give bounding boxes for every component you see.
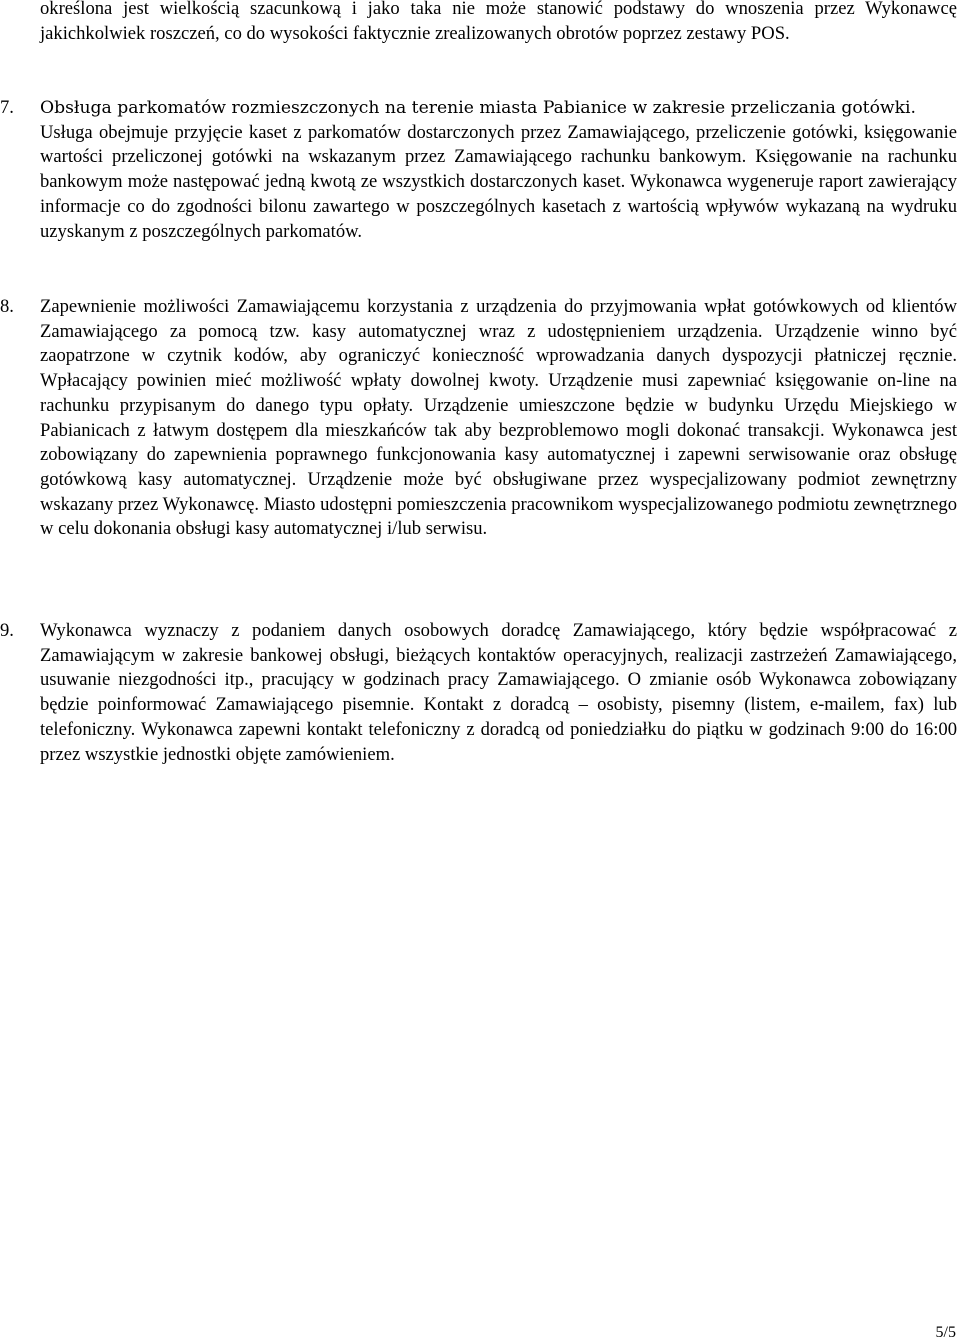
- list-item-body: Wykonawca wyznaczy z podaniem danych osobowych doradcę Zamawiającego, który będzie współpracować z Zamawiającym w zakresie bankowej obsługi, bieżących kontaktów operacyjnych, realizacji zastrzeżeń Zamawiającego, usuwanie niezgodności itp., pracujący w godzinach pracy Zamawiającego. O zmianie osób Wykonawca zobowiązany będzie poinformować Zamawiającego pisemnie. Kontakt z doradcą – osobisty, pisemny (listem, e-mailem, fax) lub telefoniczny. Wykonawca zapewni kontakt telefoniczny z doradcą od poniedziałku do piątku w godzinach 9:00 do 16:00 przez wszystkie jednostki objęte zamówieniem.: [40, 620, 957, 765]
- intro-paragraph: określona jest wielkością szacunkową i jako taka nie może stanowić podstawy do wnoszenia przez Wykonawcę jakichkolwiek roszczeń, co do wysokości faktycznie zrealizowanych obrotów poprzez zestawy POS.: [40, 0, 957, 44]
- list-item-body: Zapewnienie możliwości Zamawiającemu korzystania z urządzenia do przyjmowania wpłat gotówkowych od klientów Zamawiającego za pomocą tzw. kasy automatycznej wraz z udostępnieniem urządzenia. Urządzenie winno być zaopatrzone w czytnik kodów, aby ograniczyć konieczność wprowadzania danych dyspozycji płatniczej ręcznie. Wpłacający powinien mieć możliwość wpłaty dowolnej kwoty. Urządzenie musi zapewniać księgowanie on-line na rachunku przypisanym do danego typu opłaty. Urządzenie umieszczone będzie w budynku Urzędu Miejskiego w Pabianicach z łatwym dostępem dla mieszkańców tak aby bezproblemowo mogli dokonać transakcji. Wykonawca jest zobowiązany do zapewnienia poprawnego funkcjonowania kasy automatycznej i zapewni serwisowanie oraz obsługę gotówkową kasy automatycznej. Urządzenie może być obsługiwane przez wyspecjalizowany podmiot zewnętrzny wskazany przez Wykonawcę. Miasto udostępni pomieszczenia pracownikom wyspecjalizowanego podmiotu zewnętrznego w celu dokonania obsługi kasy automatycznej i/lub serwisu.: [40, 296, 957, 540]
- list-item-number: 9.: [0, 620, 14, 641]
- list-item-heading: Obsługa parkomatów rozmieszczonych na terenie miasta Pabianice w zakresie przeliczania gotówki.: [40, 98, 917, 118]
- list-item-8: [0, 295, 957, 542]
- list-item-7: [0, 96, 957, 244]
- list-item-number: 8.: [0, 296, 14, 317]
- list-item-number: 7.: [0, 97, 14, 118]
- list-item-9: [0, 619, 957, 767]
- page-number: 5/5: [935, 1324, 956, 1341]
- list-item-body: Usługa obejmuje przyjęcie kaset z parkomatów dostarczonych przez Zamawiającego, przeliczenie gotówki, księgowanie wartości przeliczonej gotówki na wskazanym przez Zamawiającego rachunku bankowym. Księgowanie na rachunku bankowym może następować jedną kwotą ze wszystkich dostarczonych kaset. Wykonawca wygeneruje raport zawierający informacje co do zgodności bilonu zawartego w poszczególnych kasetach z wartością wpływów wykazaną na wydruku uzyskanym z poszczególnych parkomatów.: [40, 121, 957, 242]
